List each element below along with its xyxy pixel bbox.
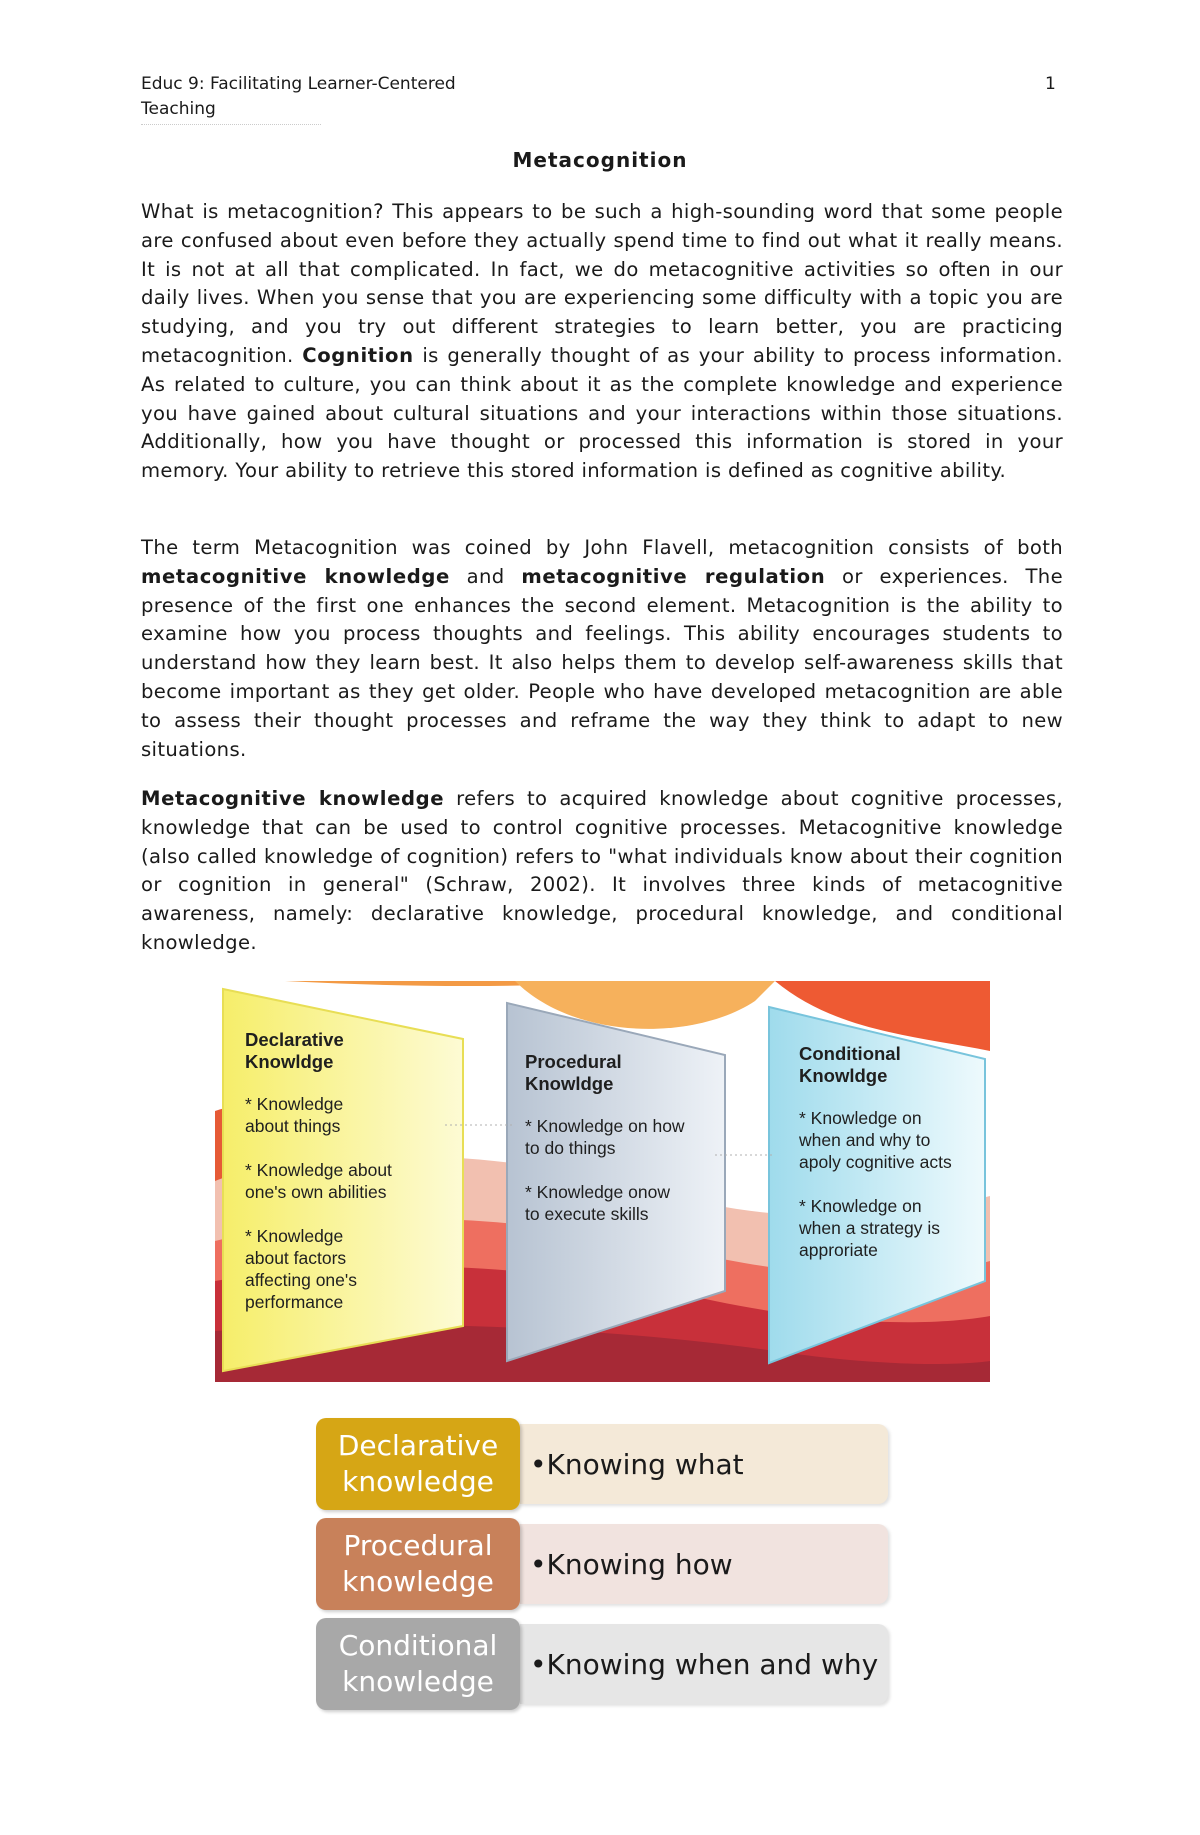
declarative-item: * Knowledge about one's own abilities <box>245 1160 392 1202</box>
conditional-item: * Knowledge on when a strategy is approriate <box>799 1196 941 1260</box>
summary-row-procedural <box>316 1518 896 1610</box>
bold-term-cognition: Cognition <box>302 343 414 367</box>
bold-term-metacognitive-knowledge: metacognitive knowledge <box>141 564 450 588</box>
paragraph-metacognitive-knowledge: Metacognitive knowledge refers to acquired knowledge about cognitive processes, knowledge that can be used to control cognitive processes. Metacognitive knowledge (also called knowledge of cognition) refers to "what individuals know about their cognition or cognition in general" (Schraw, 2002). It involves three kinds of metacognitive awareness, namely: declarative knowledge, procedural knowledge, and conditional knowledge. <box>141 787 1063 954</box>
paragraph-intro: What is metacognition? This appears to be such a high-sounding word that some people are confused about even before they actually spend time to find out what it really means. It is not at all that complicated. In fact, we do metacognitive activities so often in our daily lives. When you sense that you are experiencing some difficulty with a topic you are studying, and you try out different strategies to learn better, you are practicing metacognition. Cognition is generally thought of as your ability to process information. As related to culture, you can think about it as the complete knowledge and experience you have gained about cultural situations and your interactions within those situations. Additionally, how you have thought or processed this information is stored in your memory. Your ability to retrieve this stored information is defined as cognitive ability. <box>141 200 1063 483</box>
summary-box-conditional: Conditional knowledge <box>316 1618 520 1710</box>
page-title: Metacognition <box>512 148 688 172</box>
summary-desc: •Knowing when and why <box>520 1624 888 1704</box>
summary-desc: •Knowing what <box>520 1424 888 1504</box>
running-header: Educ 9: Facilitating Learner-Centered Teaching <box>141 74 456 119</box>
knowledge-summary-figure <box>316 1418 896 1718</box>
procedural-knowledge-panel <box>525 1051 695 1247</box>
declarative-item: * Knowledge about factors affecting one's performance <box>245 1226 357 1312</box>
summary-box-declarative: Declarative knowledge <box>316 1418 520 1510</box>
knowledge-types-figure <box>215 981 990 1382</box>
summary-row-conditional <box>316 1618 896 1710</box>
header-divider <box>141 118 321 125</box>
declarative-knowledge-panel <box>245 1029 445 1335</box>
bold-term-metacognitive-regulation: metacognitive regulation <box>521 564 826 588</box>
conditional-knowledge-panel <box>799 1043 969 1283</box>
conditional-item: * Knowledge on when and why to apoly cognitive acts <box>799 1108 952 1172</box>
summary-row-declarative <box>316 1418 896 1510</box>
procedural-panel-title: Procedural Knowldge <box>525 1051 622 1094</box>
page-number: 1 <box>1045 74 1056 94</box>
procedural-item: * Knowledge on how to do things <box>525 1116 685 1158</box>
procedural-item: * Knowledge onow to execute skills <box>525 1182 670 1224</box>
declarative-panel-title: Declarative Knowldge <box>245 1029 344 1072</box>
bold-term-metacognitive-knowledge: Metacognitive knowledge <box>141 787 445 810</box>
summary-box-procedural: Procedural knowledge <box>316 1518 520 1610</box>
conditional-panel-title: Conditional Knowldge <box>799 1043 901 1086</box>
declarative-item: * Knowledge about things <box>245 1094 344 1136</box>
summary-desc: •Knowing how <box>520 1524 888 1604</box>
paragraph-flavell: The term Metacognition was coined by John Flavell, metacognition consists of both metacognitive knowledge and metacognitive regulation or experiences. The presence of the first one enhances the second element. Metacognition is the ability to examine how you process thoughts and feelings. This ability encourages students to understand how they learn best. It also helps them to develop self-awareness skills that become important as they get older. People who have developed metacognition are able to assess their thought processes and reframe the way they think to adapt to new situations. <box>141 536 1063 761</box>
